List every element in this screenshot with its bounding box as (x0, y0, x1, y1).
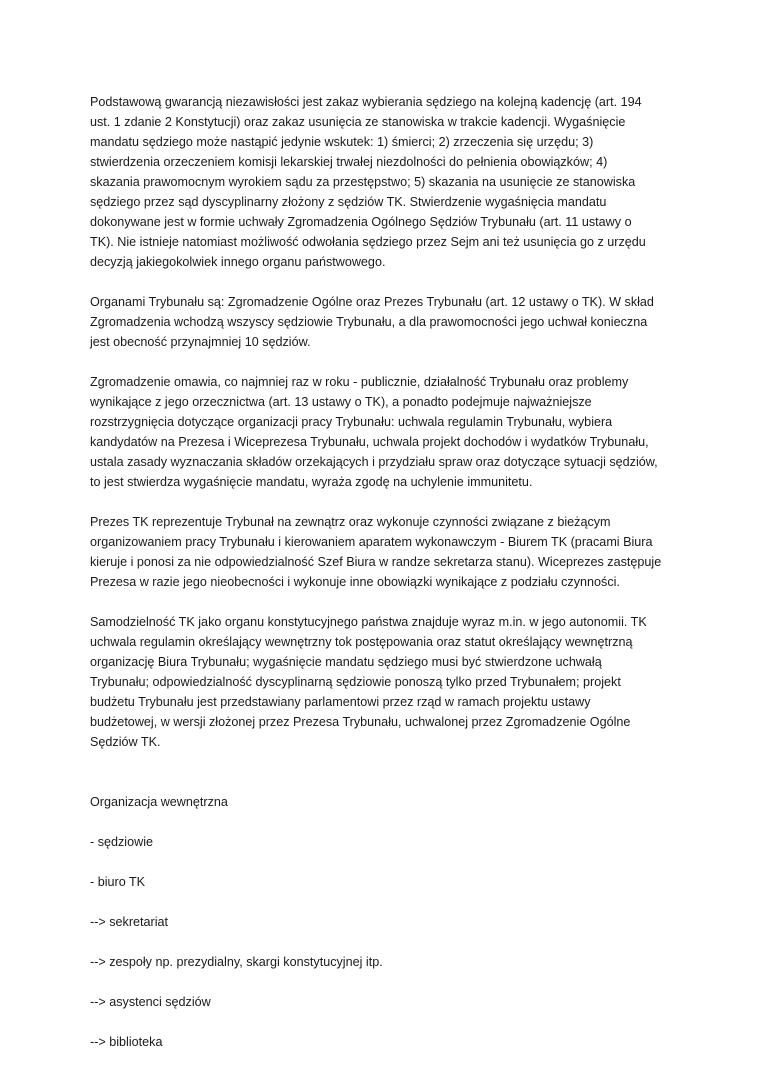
list-item: - sędziowie (90, 835, 153, 849)
list-item: --> zespoły np. prezydialny, skargi konstytucyjnej itp. (90, 955, 383, 969)
list-item: --> sekretariat (90, 915, 169, 929)
list-item: --> asystenci sędziów (90, 995, 211, 1009)
paragraph-autonomy: Samodzielność TK jako organu konstytucyjnego państwa znajduje wyraz m.in. w jego autonomii. TK uchwala regulamin określający wewnętrzny tok postępowania oraz statut określający wewnętrzną organizację Biura Trybunału; wygaśnięcie mandatu sędziego musi być stwierdzone uchwałą Trybunału; odpowiedzialność dyscyplinarną sędziowie ponoszą tylko przed Trybunałem; projekt budżetu Trybunału jest przedstawiany parlamentowi przez rząd w ramach projektu ustawy budżetowej, w wersji złożonej przez Prezesa Trybunału, uchwalonej przez Zgromadzenie Ogólne Sędziów TK. (90, 615, 647, 749)
list-item: --> biblioteka (90, 1035, 163, 1049)
internal-organization-list (90, 772, 680, 1072)
document-body (90, 92, 680, 1072)
paragraph-tribunal-organs: Organami Trybunału są: Zgromadzenie Ogólne oraz Prezes Trybunału (art. 12 ustawy o TK). W skład Zgromadzenia wchodzą wszyscy sędziowie Trybunału, a dla prawomocności jego uchwał konieczna jest obecność przynajmniej 10 sędziów. (90, 295, 654, 349)
internal-organization-title: Organizacja wewnętrzna (90, 795, 228, 809)
paragraph-judicial-independence: Podstawową gwarancją niezawisłości jest zakaz wybierania sędziego na kolejną kadencję (art. 194 ust. 1 zdanie 2 Konstytucji) oraz zakaz usunięcia ze stanowiska w trakcie kadencji. Wygaśnięcie mandatu sędziego może nastąpić jedynie wskutek: 1) śmierci; 2) zrzeczenia się urzędu; 3) stwierdzenia orzeczeniem komisji lekarskiej trwałej niezdolności do pełnienia obowiązków; 4) skazania prawomocnym wyrokiem sądu za przestępstwo; 5) skazania na usunięcie ze stanowiska sędziego przez sąd dyscyplinarny złożony z sędziów TK. Stwierdzenie wygaśnięcia mandatu dokonywane jest w formie uchwały Zgromadzenia Ogólnego Sędziów Trybunału (art. 11 ustawy o TK). Nie istnieje natomiast możliwość odwołania sędziego przez Sejm ani też usunięcia go z urzędu decyzją jakiegokolwiek innego organu państwowego. (90, 95, 646, 269)
paragraph-general-assembly: Zgromadzenie omawia, co najmniej raz w roku - publicznie, działalność Trybunału oraz problemy wynikające z jego orzecznictwa (art. 13 ustawy o TK), a ponadto podejmuje najważniejsze rozstrzygnięcia dotyczące organizacji pracy Trybunału: uchwala regulamin Trybunału, wybiera kandydatów na Prezesa i Wiceprezesa Trybunału, uchwala projekt dochodów i wydatków Trybunału, ustala zasady wyznaczania składów orzekających i przydziału spraw oraz dotyczące sytuacji sędziów, to jest stwierdza wygaśnięcie mandatu, wyraża zgodę na uchylenie immunitetu. (90, 375, 658, 489)
paragraph-president: Prezes TK reprezentuje Trybunał na zewnątrz oraz wykonuje czynności związane z bieżącym organizowaniem pracy Trybunału i kierowaniem aparatem wykonawczym - Biurem TK (pracami Biura kieruje i ponosi za nie odpowiedzialność Szef Biura w randze sekretarza stanu). Wiceprezes zastępuje Prezesa w razie jego nieobecności i wykonuje inne obowiązki wynikające z podziału czynności. (90, 515, 662, 589)
list-item: - biuro TK (90, 875, 146, 889)
